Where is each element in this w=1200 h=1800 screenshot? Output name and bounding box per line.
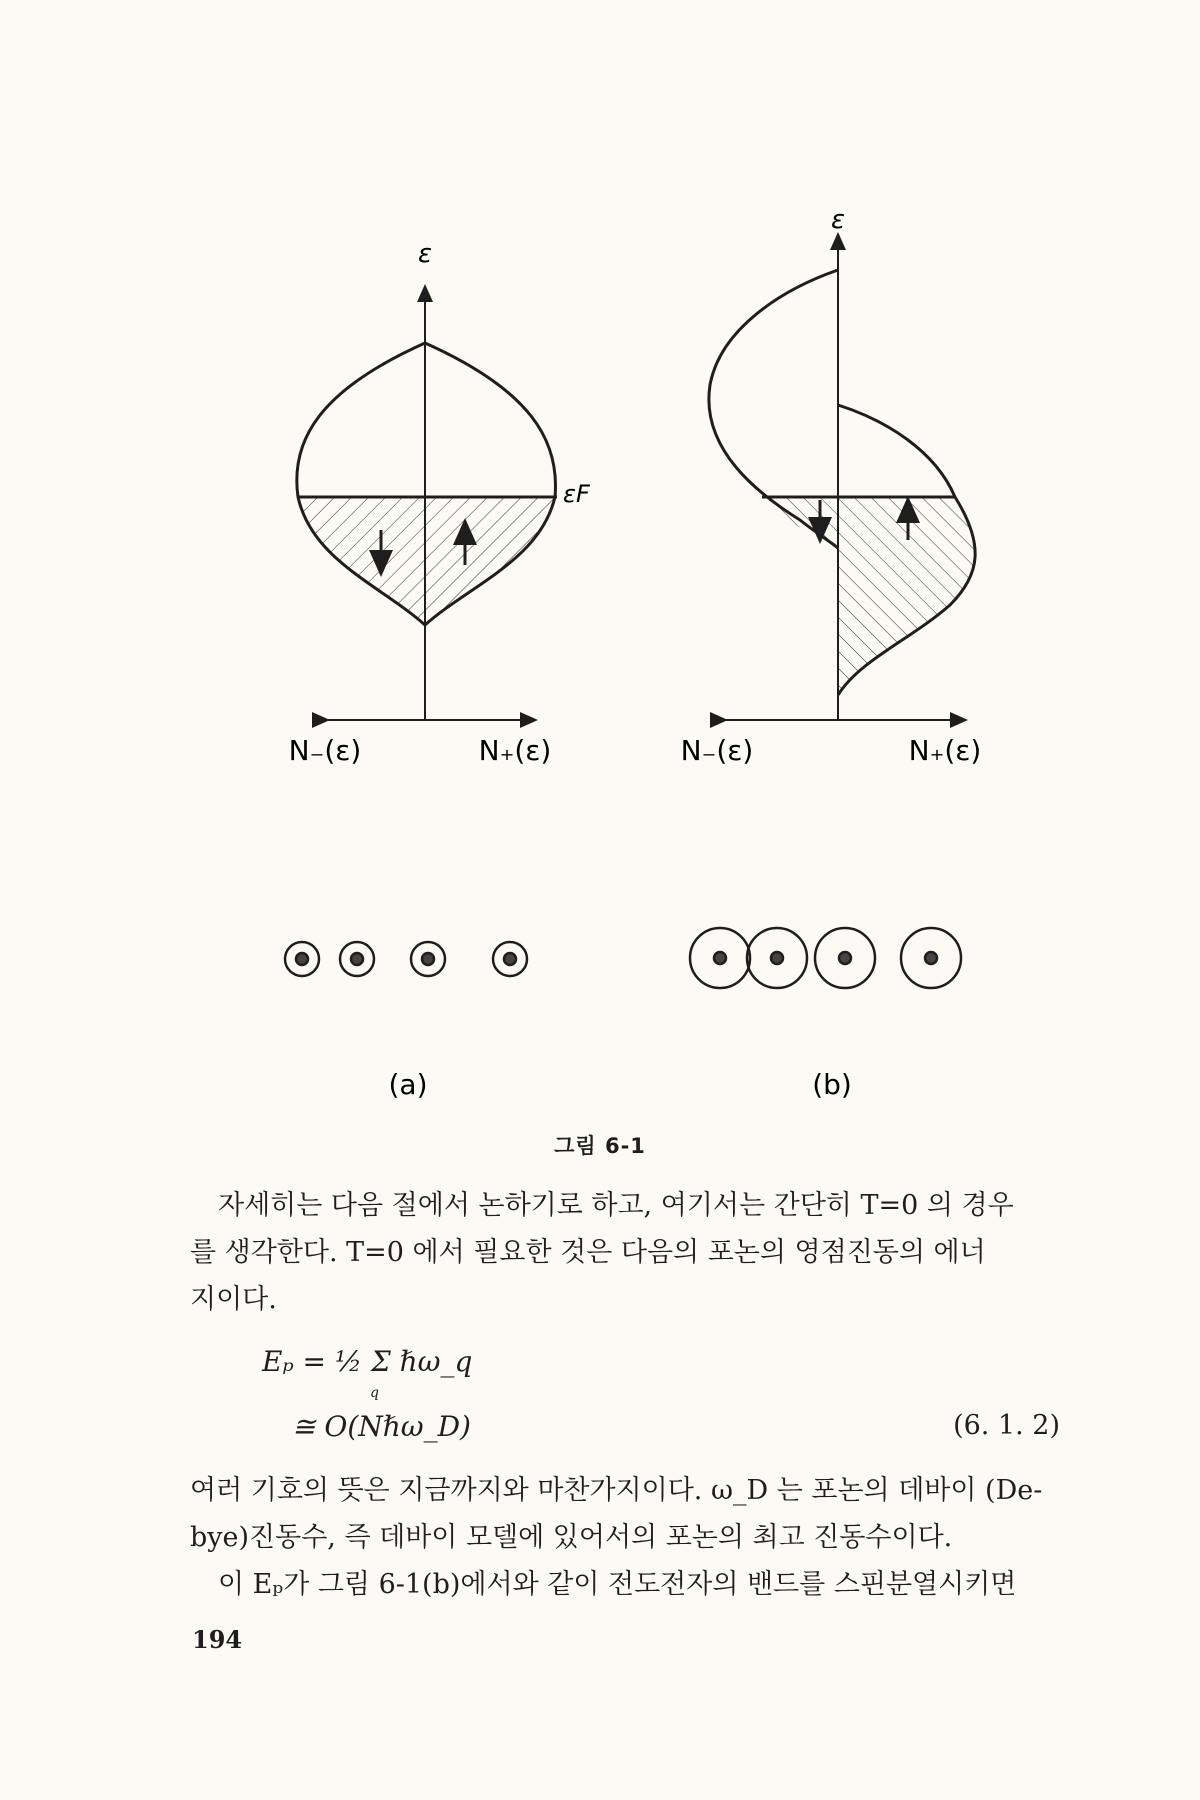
panel-a-label: (a) [388,1068,428,1101]
paragraph-1-line: 를 생각한다. T=0 에서 필요한 것은 다음의 포논의 영점진동의 에너 [190,1237,986,1268]
equation-line-2: ≅ O(Nℏω_D) [292,1410,471,1443]
paragraph-1 [190,1182,1070,1323]
panel-a-right-axis-label: N₊(ε) [478,734,552,767]
page-number: 194 [192,1625,243,1654]
atom-nucleus [714,952,726,964]
atom-nucleus [504,953,516,965]
panel-b-energy-label: ε [830,205,846,235]
panel-a-atoms [285,942,527,976]
equation-sum-index: q [370,1385,379,1401]
panel-a-left-axis-label: N₋(ε) [288,734,362,767]
atom-nucleus [839,952,851,964]
panel-a-filled-region [298,497,555,625]
paragraph-2-line: 이 Eₚ가 그림 6-1(b)에서와 같이 전도전자의 밴드를 스핀분열시키면 [218,1569,1017,1600]
paragraph-2-line: 여러 기호의 뜻은 지금까지와 마찬가지이다. ω_D 는 포논의 데바이 (De- [190,1475,1043,1506]
panel-b-label: (b) [812,1068,852,1101]
panel-b-left-axis-label: N₋(ε) [680,734,754,767]
figure-caption: 그림 6-1 [554,1134,646,1158]
paragraph-1-line: 자세히는 다음 절에서 논하기로 하고, 여기서는 간단히 T=0 의 경우 [218,1190,1014,1221]
equation-number: (6. 1. 2) [953,1410,1060,1441]
atom-nucleus [296,953,308,965]
paragraph-2 [190,1467,1070,1608]
atom-nucleus [925,952,937,964]
paragraph-1-line: 지이다. [190,1284,277,1315]
panel-a-fermi-label: εF [563,480,590,508]
atom-nucleus [422,953,434,965]
panel-b-right-axis-label: N₊(ε) [908,734,982,767]
panel-a-energy-label: ε [417,239,433,269]
panel-b-atoms [690,928,961,988]
equation-line-1: Eₚ = ½ Σ ℏω_q [262,1345,473,1378]
panel-a-diagram [297,292,557,720]
panel-b-diagram [709,240,975,720]
paragraph-2-line: bye)진동수, 즉 데바이 모델에 있어서의 포논의 최고 진동수이다. [190,1522,953,1553]
atom-nucleus [351,953,363,965]
atom-nucleus [771,952,783,964]
